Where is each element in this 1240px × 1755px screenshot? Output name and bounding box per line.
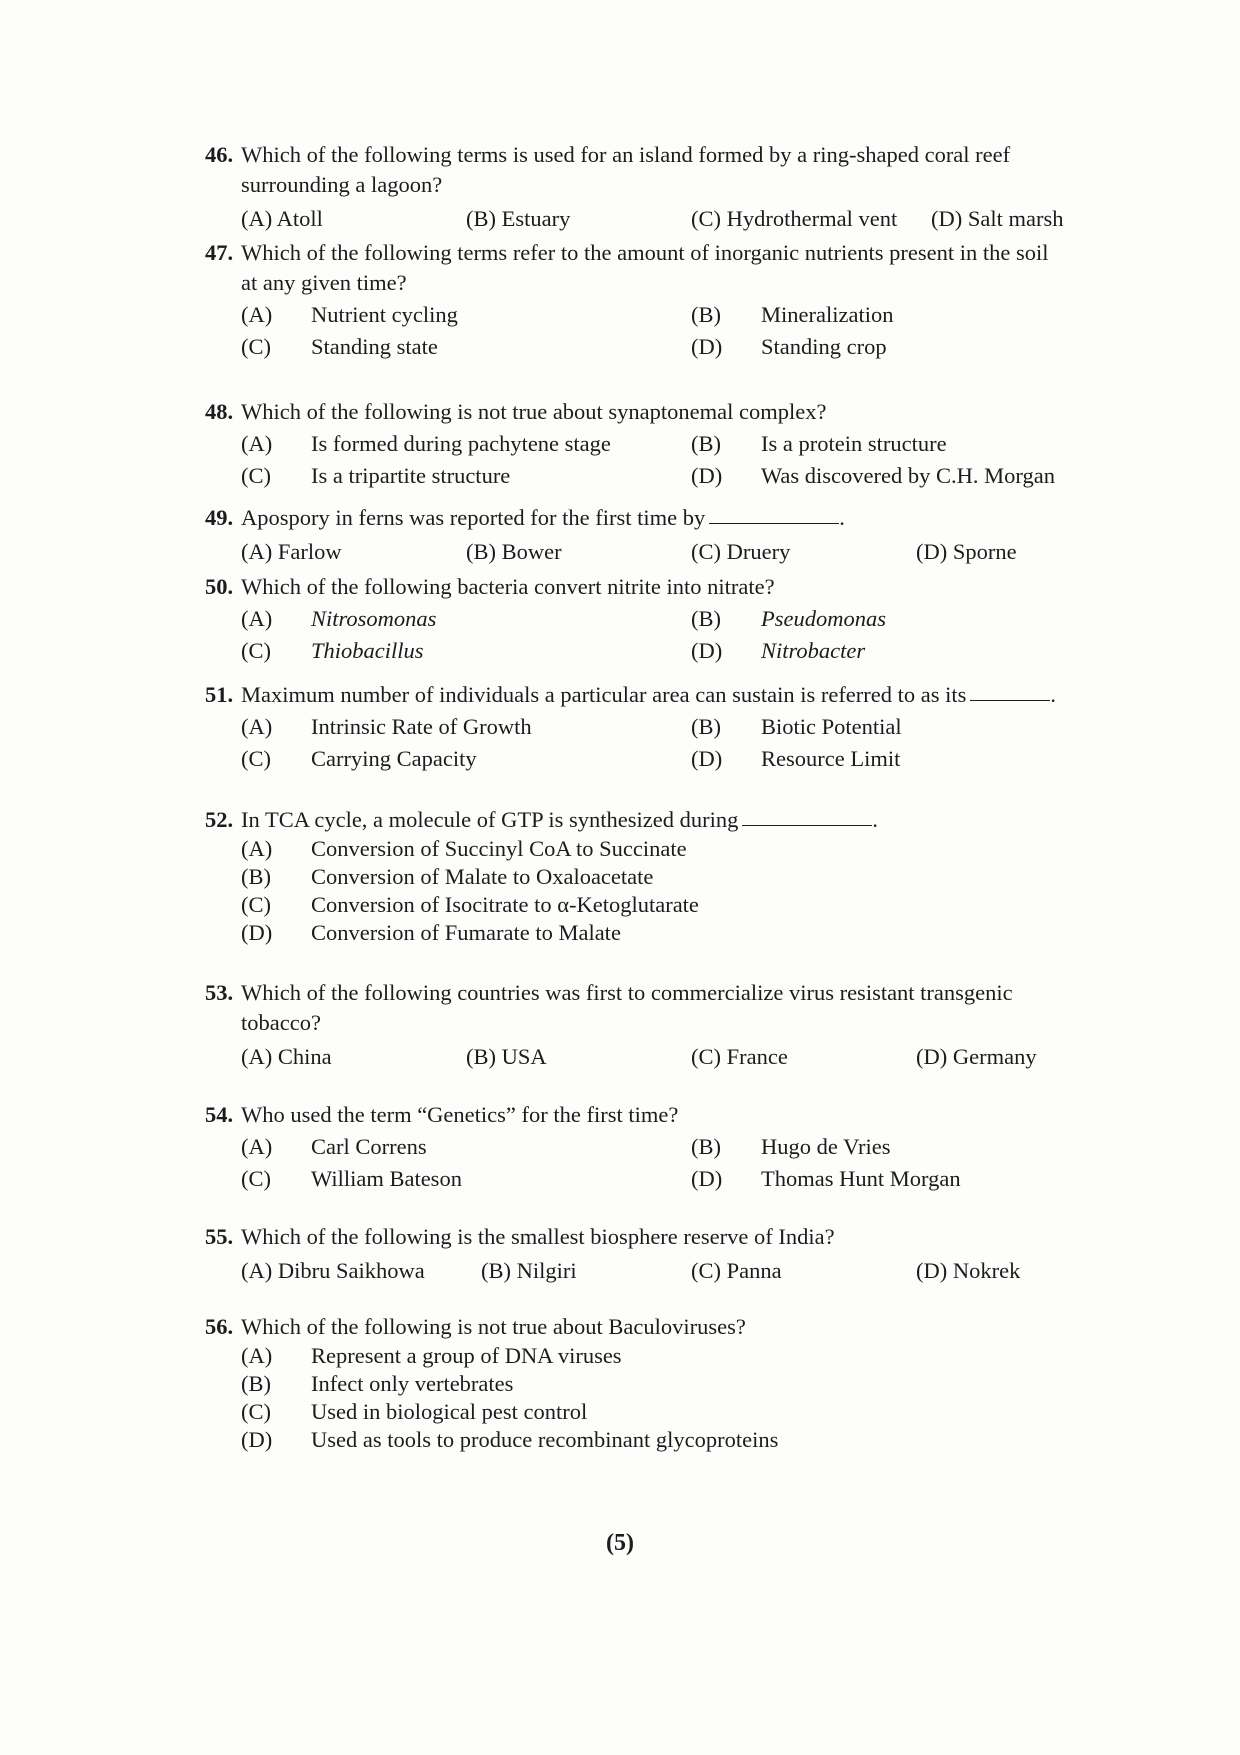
option-c: (C) France bbox=[691, 1044, 788, 1069]
question-50 bbox=[205, 572, 1165, 666]
option-text: Biotic Potential bbox=[761, 714, 902, 739]
question-text: Which of the following countries was first to commercialize virus resistant transgenic bbox=[241, 980, 1013, 1005]
options bbox=[205, 300, 1165, 362]
option-label: (B) bbox=[241, 1371, 271, 1396]
option-a bbox=[241, 604, 691, 634]
option-d: (D) Nokrek bbox=[916, 1258, 1021, 1283]
question-text-cont: at any given time? bbox=[241, 270, 407, 295]
option-label: (A) bbox=[241, 1343, 273, 1368]
option-c: (C) Panna bbox=[691, 1258, 782, 1283]
question-end: . bbox=[872, 807, 879, 832]
option-text: Intrinsic Rate of Growth bbox=[311, 714, 532, 739]
option-text: Mineralization bbox=[761, 302, 894, 327]
question-number: 53. bbox=[205, 980, 234, 1005]
question-52 bbox=[205, 805, 1165, 947]
option-label: (A) bbox=[241, 302, 273, 327]
option-text: Pseudomonas bbox=[761, 606, 886, 631]
option-label: (B) bbox=[691, 714, 721, 739]
option-c: (C) Hydrothermal vent bbox=[691, 206, 898, 231]
options bbox=[205, 1132, 1165, 1194]
option-text: Carrying Capacity bbox=[311, 746, 477, 771]
option-label: (A) bbox=[241, 606, 273, 631]
question-text-cont: tobacco? bbox=[241, 1010, 321, 1035]
question-56 bbox=[205, 1312, 1165, 1454]
option-a bbox=[241, 712, 691, 742]
options bbox=[205, 1342, 1165, 1454]
option-c bbox=[241, 891, 1165, 919]
option-text: Is a protein structure bbox=[761, 431, 947, 456]
question-48 bbox=[205, 397, 1165, 491]
option-b bbox=[691, 1132, 1141, 1162]
option-text: Nitrosomonas bbox=[311, 606, 437, 631]
question-number: 49. bbox=[205, 505, 234, 530]
option-b bbox=[241, 1370, 1165, 1398]
option-b: (B) Estuary bbox=[466, 206, 571, 231]
option-text: Thomas Hunt Morgan bbox=[761, 1166, 961, 1191]
question-number: 52. bbox=[205, 807, 234, 832]
option-d: (D) Germany bbox=[916, 1044, 1037, 1069]
option-b bbox=[691, 712, 1141, 742]
option-a bbox=[241, 835, 1165, 863]
option-d: (D) Sporne bbox=[916, 539, 1017, 564]
option-d: (D) Salt marsh bbox=[931, 206, 1064, 231]
question-number: 47. bbox=[205, 240, 234, 265]
option-b bbox=[691, 429, 1141, 459]
option-a bbox=[241, 300, 691, 330]
options bbox=[205, 429, 1165, 491]
options bbox=[205, 835, 1165, 947]
option-label: (C) bbox=[241, 892, 271, 917]
question-text: Which of the following bacteria convert nitrite into nitrate? bbox=[241, 574, 775, 599]
question-text: Which of the following terms refer to the amount of inorganic nutrients present in the soil bbox=[241, 240, 1049, 265]
option-b: (B) USA bbox=[466, 1044, 547, 1069]
options bbox=[205, 1256, 1165, 1286]
option-text: Standing state bbox=[311, 334, 438, 359]
option-label: (A) bbox=[241, 1134, 273, 1159]
question-54 bbox=[205, 1100, 1165, 1194]
option-label: (B) bbox=[691, 431, 721, 456]
option-label: (D) bbox=[241, 920, 273, 945]
question-text: Which of the following is the smallest biosphere reserve of India? bbox=[241, 1224, 835, 1249]
question-53 bbox=[205, 978, 1165, 1072]
option-c bbox=[241, 461, 691, 491]
question-number: 51. bbox=[205, 682, 234, 707]
question-end: . bbox=[1050, 682, 1057, 707]
option-a: (A) China bbox=[241, 1044, 332, 1069]
options bbox=[205, 712, 1165, 774]
question-text: Apospory in ferns was reported for the first time by bbox=[241, 505, 706, 530]
option-text: Thiobacillus bbox=[311, 638, 424, 663]
option-c bbox=[241, 636, 691, 666]
question-text: Which of the following is not true about Baculoviruses? bbox=[241, 1314, 746, 1339]
option-c bbox=[241, 744, 691, 774]
option-text: Used in biological pest control bbox=[311, 1399, 588, 1424]
question-end: . bbox=[839, 505, 845, 530]
option-d bbox=[691, 636, 1141, 666]
question-number: 54. bbox=[205, 1102, 234, 1127]
option-label: (D) bbox=[691, 463, 723, 488]
question-49 bbox=[205, 503, 1165, 567]
option-text: Conversion of Fumarate to Malate bbox=[311, 920, 621, 945]
option-text: Standing crop bbox=[761, 334, 887, 359]
question-text: Which of the following terms is used for an island formed by a ring-shaped coral reef bbox=[241, 142, 1011, 167]
option-label: (C) bbox=[241, 638, 271, 663]
option-text: Conversion of Succinyl CoA to Succinate bbox=[311, 836, 687, 861]
option-label: (B) bbox=[691, 1134, 721, 1159]
option-text: Nitrobacter bbox=[761, 638, 866, 663]
question-text-cont: surrounding a lagoon? bbox=[241, 172, 443, 197]
question-text: Which of the following is not true about synaptonemal complex? bbox=[241, 399, 827, 424]
options bbox=[205, 604, 1165, 666]
options bbox=[205, 537, 1165, 567]
option-label: (B) bbox=[241, 864, 271, 889]
option-label: (D) bbox=[691, 746, 723, 771]
question-text: Maximum number of individuals a particular area can sustain is referred to as its bbox=[241, 682, 967, 707]
option-text: Carl Correns bbox=[311, 1134, 427, 1159]
options bbox=[205, 204, 1165, 234]
question-number: 48. bbox=[205, 399, 234, 424]
option-c bbox=[241, 332, 691, 362]
option-d bbox=[691, 332, 1141, 362]
option-a bbox=[241, 1342, 1165, 1370]
option-label: (C) bbox=[241, 746, 271, 771]
option-text: William Bateson bbox=[311, 1166, 462, 1191]
option-label: (D) bbox=[691, 1166, 723, 1191]
option-text: Nutrient cycling bbox=[311, 302, 458, 327]
answer-blank bbox=[970, 680, 1050, 701]
option-c: (C) Druery bbox=[691, 539, 791, 564]
option-text: Conversion of Isocitrate to α-Ketoglutarate bbox=[311, 892, 699, 917]
question-47 bbox=[205, 238, 1165, 362]
question-number: 46. bbox=[205, 142, 234, 167]
question-51 bbox=[205, 680, 1165, 774]
option-a: (A) Dibru Saikhowa bbox=[241, 1258, 425, 1283]
answer-blank bbox=[709, 503, 839, 524]
option-label: (A) bbox=[241, 836, 273, 861]
option-text: Hugo de Vries bbox=[761, 1134, 891, 1159]
option-b: (B) Bower bbox=[466, 539, 562, 564]
option-label: (B) bbox=[691, 302, 721, 327]
option-d bbox=[691, 1164, 1141, 1194]
option-a: (A) Atoll bbox=[241, 206, 323, 231]
option-text: Used as tools to produce recombinant glycoproteins bbox=[311, 1427, 779, 1452]
option-c bbox=[241, 1164, 691, 1194]
option-d bbox=[241, 1426, 1165, 1454]
option-b bbox=[241, 863, 1165, 891]
option-text: Represent a group of DNA viruses bbox=[311, 1343, 622, 1368]
page-number: (5) bbox=[606, 1530, 634, 1556]
option-c bbox=[241, 1398, 1165, 1426]
option-text: Is a tripartite structure bbox=[311, 463, 511, 488]
option-b bbox=[691, 604, 1141, 634]
question-46 bbox=[205, 140, 1165, 234]
option-label: (D) bbox=[241, 1427, 273, 1452]
question-number: 56. bbox=[205, 1314, 234, 1339]
option-text: Conversion of Malate to Oxaloacetate bbox=[311, 864, 654, 889]
option-label: (C) bbox=[241, 1399, 271, 1424]
option-d bbox=[691, 461, 1141, 491]
option-label: (A) bbox=[241, 714, 273, 739]
option-label: (A) bbox=[241, 431, 273, 456]
question-number: 50. bbox=[205, 574, 234, 599]
option-label: (B) bbox=[691, 606, 721, 631]
option-a bbox=[241, 429, 691, 459]
option-a bbox=[241, 1132, 691, 1162]
option-label: (D) bbox=[691, 334, 723, 359]
option-d bbox=[691, 744, 1141, 774]
option-label: (C) bbox=[241, 463, 271, 488]
option-label: (D) bbox=[691, 638, 723, 663]
option-label: (C) bbox=[241, 1166, 271, 1191]
option-text: Is formed during pachytene stage bbox=[311, 431, 611, 456]
options bbox=[205, 1042, 1165, 1072]
option-text: Was discovered by C.H. Morgan bbox=[761, 463, 1055, 488]
option-b bbox=[691, 300, 1141, 330]
option-text: Resource Limit bbox=[761, 746, 901, 771]
question-text: In TCA cycle, a molecule of GTP is synthesized during bbox=[241, 807, 739, 832]
question-number: 55. bbox=[205, 1224, 234, 1249]
option-b: (B) Nilgiri bbox=[481, 1258, 577, 1283]
option-label: (C) bbox=[241, 334, 271, 359]
question-text: Who used the term “Genetics” for the first time? bbox=[241, 1102, 679, 1127]
option-d bbox=[241, 919, 1165, 947]
option-text: Infect only vertebrates bbox=[311, 1371, 514, 1396]
question-55 bbox=[205, 1222, 1165, 1286]
answer-blank bbox=[742, 805, 872, 826]
option-a: (A) Farlow bbox=[241, 539, 342, 564]
